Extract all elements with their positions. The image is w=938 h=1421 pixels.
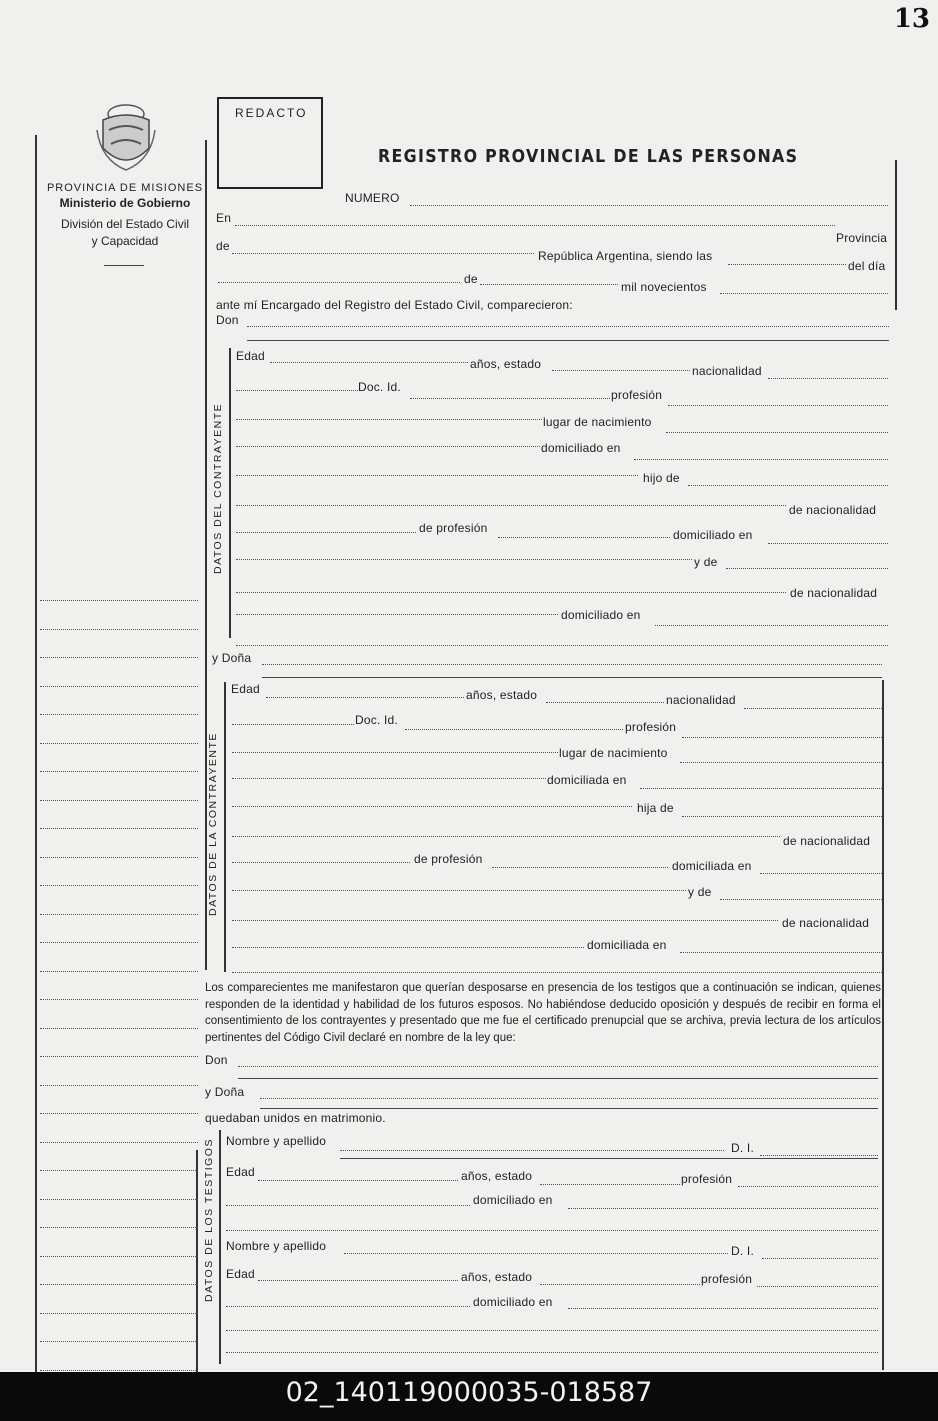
separator-2 — [262, 677, 882, 678]
nacionalidad-field[interactable] — [768, 378, 888, 379]
margin-note-line[interactable] — [40, 857, 198, 858]
estado-field-2[interactable] — [546, 702, 664, 703]
del-dia-label: del día — [848, 259, 886, 273]
testigo2-profesion-label: profesión — [701, 1272, 753, 1286]
madre-dom-pre-field-2[interactable] — [232, 947, 584, 948]
padre-dom-field[interactable] — [768, 543, 888, 544]
nacionalidad-field-2[interactable] — [744, 708, 882, 709]
don-label: Don — [216, 313, 239, 327]
separator — [247, 340, 889, 341]
madre-dom-pre-field[interactable] — [236, 614, 558, 615]
testigo2-extra-field[interactable] — [226, 1330, 878, 1331]
madre-field-2[interactable] — [720, 899, 882, 900]
testigo1-profesion-field[interactable] — [738, 1186, 878, 1187]
doc-label: Doc. Id. — [358, 380, 401, 394]
ministry-label: Ministerio de Gobierno — [59, 196, 191, 210]
di2-label: D. I. — [731, 1244, 755, 1258]
lugar-field-2[interactable] — [680, 762, 882, 763]
footer-code: 02_140119000035-018587 — [0, 1372, 938, 1421]
margin-note-line[interactable] — [40, 743, 198, 744]
domiciliada-label: domiciliada en — [547, 773, 627, 787]
lugar-field[interactable] — [666, 432, 888, 433]
domiciliado-en2-label: domiciliado en — [561, 608, 641, 622]
domicilio-field-2[interactable] — [640, 788, 882, 789]
profesion-label-2: profesión — [625, 720, 677, 734]
republica-label: República Argentina, siendo las — [538, 249, 713, 263]
lugar-pre-field-2[interactable] — [232, 752, 558, 753]
madre-pre-field[interactable] — [236, 559, 692, 560]
right-border — [895, 160, 897, 310]
testigos-side-label: DATOS DE LOS TESTIGOS — [203, 1138, 215, 1302]
hijo-de-label: hijo de — [643, 471, 680, 485]
testigo2-di-field[interactable] — [762, 1258, 878, 1259]
margin-note-line[interactable] — [40, 1142, 198, 1143]
madre-field[interactable] — [726, 568, 888, 569]
contrayenta-side-label: DATOS DE LA CONTRAYENTE — [207, 732, 219, 916]
de-label: de — [216, 239, 230, 253]
margin-note-line[interactable] — [40, 828, 198, 829]
margin-note-line[interactable] — [40, 1284, 198, 1285]
testigo2-nombre-field[interactable] — [344, 1253, 728, 1254]
final-don-label: Don — [205, 1053, 228, 1067]
margin-note-line[interactable] — [40, 1370, 198, 1371]
profesion-field-2[interactable] — [682, 737, 882, 738]
padre-nac-field-2[interactable] — [232, 862, 410, 863]
margin-note-line[interactable] — [40, 1028, 198, 1029]
contrayente-bracket — [229, 348, 231, 638]
doc-label-2: Doc. Id. — [355, 713, 398, 727]
padre-prof-field[interactable] — [498, 537, 670, 538]
provincia-label: Provincia — [836, 231, 888, 245]
testigo1-profesion-label: profesión — [681, 1172, 733, 1186]
testigo2-edad-label: Edad — [226, 1267, 255, 1281]
domiciliada-en2-label: domiciliada en — [587, 938, 667, 952]
domicilio-pre-field[interactable] — [236, 446, 540, 447]
de-nacionalidad-label-2: de nacionalidad — [783, 834, 871, 848]
padre-prof-field-2[interactable] — [492, 867, 668, 868]
testigo1-nombre-field[interactable] — [340, 1150, 724, 1151]
madre-pre-field-2[interactable] — [232, 890, 686, 891]
testigo1-edad-field[interactable] — [258, 1180, 458, 1181]
edad-field[interactable] — [270, 362, 468, 363]
profesion-label: profesión — [611, 388, 663, 402]
mes-field[interactable] — [480, 284, 618, 285]
margin-note-line[interactable] — [40, 1056, 198, 1057]
nacionalidad-label-2: nacionalidad — [666, 693, 736, 707]
de-profesion-label-2: de profesión — [414, 852, 483, 866]
hija-de-label: hija de — [637, 801, 674, 815]
margin-note-line[interactable] — [40, 714, 198, 715]
nombre-label: Nombre y apellido — [226, 1134, 327, 1148]
mil-label: mil novecientos — [621, 280, 707, 294]
testigo2-estado-field[interactable] — [540, 1284, 700, 1285]
division-label-1: División del Estado Civil — [60, 217, 190, 231]
contrayente-extra-field[interactable] — [236, 645, 888, 646]
testigo2-dom-pre-field[interactable] — [226, 1306, 470, 1307]
left-border — [35, 135, 37, 1372]
domicilio-field[interactable] — [634, 459, 888, 460]
coat-of-arms-icon — [95, 100, 157, 174]
margin-note-line[interactable] — [40, 1313, 198, 1314]
ante-label: ante mí Encargado del Registro del Estado Civil, comparecieron: — [216, 298, 573, 312]
madre-nac-pre-field[interactable] — [236, 592, 786, 593]
de-field[interactable] — [232, 253, 534, 254]
margin-note-line[interactable] — [40, 1256, 198, 1257]
profesion-field[interactable] — [668, 405, 888, 406]
padre-nac-pre-field-2[interactable] — [232, 836, 780, 837]
separator-5 — [340, 1158, 878, 1159]
anos-estado-label: años, estado — [470, 357, 542, 371]
contrayente-side-label: DATOS DEL CONTRAYENTE — [212, 402, 224, 574]
redacto-box — [217, 97, 323, 189]
margin-note-line[interactable] — [40, 971, 198, 972]
final-dona-label: y Doña — [205, 1085, 245, 1099]
testigo1-domiciliado-label: domiciliado en — [473, 1193, 553, 1207]
margin-note-line[interactable] — [40, 1199, 198, 1200]
hijo-pre-field[interactable] — [236, 475, 638, 476]
margin-note-line[interactable] — [40, 771, 198, 772]
divider — [104, 265, 144, 266]
nacionalidad-label: nacionalidad — [692, 364, 762, 378]
margin-note-line[interactable] — [40, 914, 198, 915]
testigo2-domiciliado-label: domiciliado en — [473, 1295, 553, 1309]
margin-note-line[interactable] — [40, 1085, 198, 1086]
y-dona-label: y Doña — [212, 651, 252, 665]
anos-estado-label-2: años, estado — [466, 688, 538, 702]
contrayenta-bracket — [224, 682, 226, 972]
final-dona-field[interactable] — [260, 1098, 878, 1099]
padre-nac-field[interactable] — [236, 532, 416, 533]
redacto-label: REDACTO — [235, 106, 308, 120]
en-label: En — [216, 211, 232, 225]
doc-number-field[interactable] — [236, 390, 358, 391]
testigo2-edad-field[interactable] — [258, 1280, 458, 1281]
separator-4 — [260, 1108, 878, 1109]
testigo1-di-field[interactable] — [760, 1155, 878, 1156]
testigo2-extra-field-2[interactable] — [226, 1352, 878, 1353]
margin-note-line[interactable] — [40, 657, 198, 658]
margin-note-line[interactable] — [40, 1341, 198, 1342]
de-nacionalidad-label: de nacionalidad — [789, 503, 877, 517]
padre-nac-pre-field[interactable] — [236, 505, 786, 506]
province-label: PROVINCIA DE MISIONES — [46, 182, 204, 194]
division-label-2: y Capacidad — [91, 234, 159, 248]
contrayenta-extra-field[interactable] — [232, 972, 882, 973]
hija-pre-field[interactable] — [232, 806, 632, 807]
y-de-label: y de — [694, 555, 718, 569]
domiciliado-label: domiciliado en — [541, 441, 621, 455]
padre-field[interactable] — [688, 485, 888, 486]
lugar-pre-field[interactable] — [236, 419, 542, 420]
doc-field-2[interactable] — [405, 729, 623, 730]
numero-label: NUMERO — [345, 191, 400, 205]
padre-field-2[interactable] — [682, 816, 882, 817]
lugar-label: lugar de nacimiento — [543, 415, 652, 429]
testigo1-extra-field[interactable] — [226, 1230, 878, 1231]
margin-note-line[interactable] — [40, 999, 198, 1000]
doc-number-field-2[interactable] — [232, 724, 354, 725]
margin-note-line[interactable] — [40, 942, 198, 943]
domiciliada-en-label: domiciliada en — [672, 859, 752, 873]
edad-field-2[interactable] — [266, 697, 464, 698]
de-profesion-label: de profesión — [419, 521, 488, 535]
testigo2-profesion-field[interactable] — [757, 1286, 878, 1287]
nombre2-label: Nombre y apellido — [226, 1239, 327, 1253]
numero-field[interactable] — [410, 205, 888, 206]
separator-3 — [238, 1078, 878, 1079]
testigo2-dom-field[interactable] — [568, 1308, 878, 1309]
testigo1-estado-field[interactable] — [540, 1184, 680, 1185]
edad-label-2: Edad — [231, 682, 260, 696]
padre-dom-field-2[interactable] — [760, 873, 882, 874]
margin-note-line[interactable] — [40, 600, 198, 601]
testigo1-dom-field[interactable] — [568, 1208, 878, 1209]
y-de-label-2: y de — [688, 885, 712, 899]
final-don-field[interactable] — [238, 1066, 878, 1067]
en-field[interactable] — [235, 225, 835, 226]
right-border-2 — [882, 680, 884, 1370]
declaration-paragraph: Los comparecientes me manifestaron que querían desposarse en presencia de los testigos que a continuación se indican, quienes responden de la identidad y habilidad de los futuros esposos. No habiéndose deducido oposición y después de recibir en forma el consentimiento de los contrayentes y presentado que me fue el certificado prenupcial que se archiva, previa lectura de los artículos pertinentes del Código Civil declaré en nombre de la ley que: — [205, 982, 881, 1044]
estado-field[interactable] — [552, 370, 690, 371]
margin-note-line[interactable] — [40, 1170, 198, 1171]
madre-nac-pre-field-2[interactable] — [232, 920, 778, 921]
de2-label: de — [464, 272, 478, 286]
edad-label: Edad — [236, 349, 265, 363]
hora-field[interactable] — [728, 264, 846, 265]
testigo1-edad-label: Edad — [226, 1165, 255, 1179]
inner-border-bottom — [196, 1150, 198, 1372]
domicilio-pre-field-2[interactable] — [232, 778, 546, 779]
de-nacionalidad2-label: de nacionalidad — [790, 586, 878, 600]
dia-field[interactable] — [218, 282, 460, 283]
anio-field[interactable] — [720, 293, 888, 294]
domiciliado-en-label: domiciliado en — [673, 528, 753, 542]
page-number: 13 — [893, 4, 930, 34]
margin-note-line[interactable] — [40, 686, 198, 687]
testigos-bracket — [219, 1130, 221, 1364]
margin-note-line[interactable] — [40, 885, 198, 886]
margin-note-line[interactable] — [40, 1113, 198, 1114]
don-field[interactable] — [247, 326, 889, 327]
quedaban-label: quedaban unidos en matrimonio. — [205, 1111, 386, 1125]
page-title: REGISTRO PROVINCIAL DE LAS PERSONAS — [378, 146, 799, 167]
testigo1-dom-pre-field[interactable] — [226, 1205, 470, 1206]
madre-dom-field[interactable] — [655, 625, 888, 626]
testigo2-anos-estado-label: años, estado — [461, 1270, 533, 1284]
de-nacionalidad2-label-2: de nacionalidad — [782, 916, 870, 930]
lugar-label-2: lugar de nacimiento — [559, 746, 668, 760]
di-label: D. I. — [731, 1141, 755, 1155]
margin-note-line[interactable] — [40, 800, 198, 801]
doc-field[interactable] — [410, 398, 610, 399]
madre-dom-field-2[interactable] — [680, 952, 882, 953]
testigo1-anos-estado-label: años, estado — [461, 1169, 533, 1183]
dona-field[interactable] — [262, 664, 882, 665]
margin-note-line[interactable] — [40, 629, 198, 630]
margin-note-line[interactable] — [40, 1227, 198, 1228]
